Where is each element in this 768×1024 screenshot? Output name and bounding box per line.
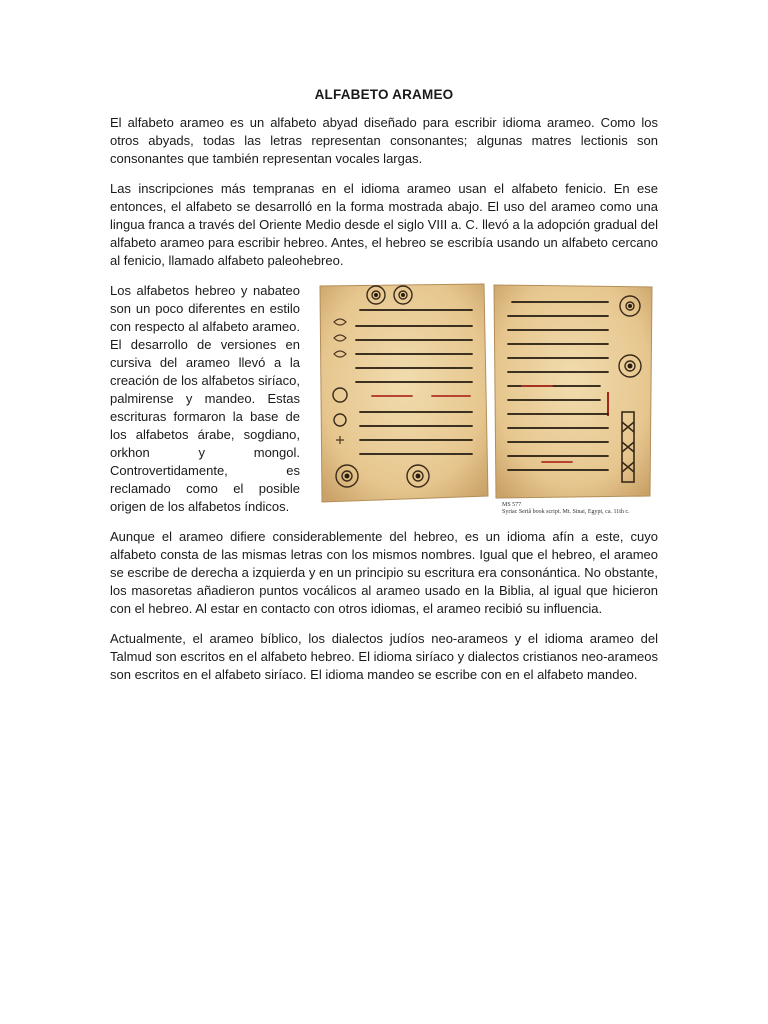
syriac-manuscript-image <box>312 282 658 504</box>
paragraph-3: Los alfabetos hebreo y nabateo son un poco diferentes en estilo con respecto al alfabeto arameo. El desarrollo de versiones en cursiva del arameo llevó a la creación de los alfabetos siríaco, palmirense y mandeo. Estas escrituras formaron la base de los alfabetos árabe, sogdiano, orkhon y mongol. Controvertidamente, es reclamado como el posible origen de los alfabetos índicos. <box>110 283 300 514</box>
figure-caption <box>502 502 630 516</box>
caption-description: Syriac Sertâ book script. Mt. Sinai, Egypt, ca. 11th c. <box>502 509 630 515</box>
caption-ms-number: MS 577 <box>502 502 522 508</box>
paragraph-1: El alfabeto arameo es un alfabeto abyad diseñado para escribir idioma arameo. Como los otros abyads, todas las letras representan consonantes; algunas matres lectionis son consonantes que también representan vocales largas. <box>110 115 658 166</box>
manuscript-figure <box>312 282 658 515</box>
paragraph-5: Actualmente, el arameo bíblico, los dialectos judíos neo-arameos y el idioma arameo del Talmud son escritos en el alfabeto hebreo. El idioma siríaco y dialectos cristianos neo-arameos son escritos en el alfabeto siríaco. El idioma mandeo se escribe con en el alfabeto mandeo. <box>110 631 658 682</box>
paragraph-4: Aunque el arameo difiere considerablemente del hebreo, es un idioma afín a este, cuyo alfabeto consta de las mismas letras con los mismos nombres. Igual que el hebreo, el arameo se escribe de derecha a izquierda y en un principio su escritura era consonántica. No obstante, los masoretas añadieron puntos vocálicos al arameo usado en la Biblia, al igual que hicieron con el hebreo. Al estar en contacto con otros idiomas, el arameo recibió su influencia. <box>110 529 658 616</box>
page-title: ALFABETO ARAMEO <box>314 87 454 102</box>
paragraph-2: Las inscripciones más tempranas en el idioma arameo usan el alfabeto fenicio. En ese entonces, el alfabeto se desarrolló en la forma mostrada abajo. El uso del arameo como una lingua franca a través del Oriente Medio desde el siglo VIII a. C. llevó a la adopción gradual del alfabeto arameo para escribir hebreo. Antes, el hebreo se escribía usando un alfabeto cercano al fenicio, llamado alfabeto paleohebreo. <box>110 181 658 268</box>
